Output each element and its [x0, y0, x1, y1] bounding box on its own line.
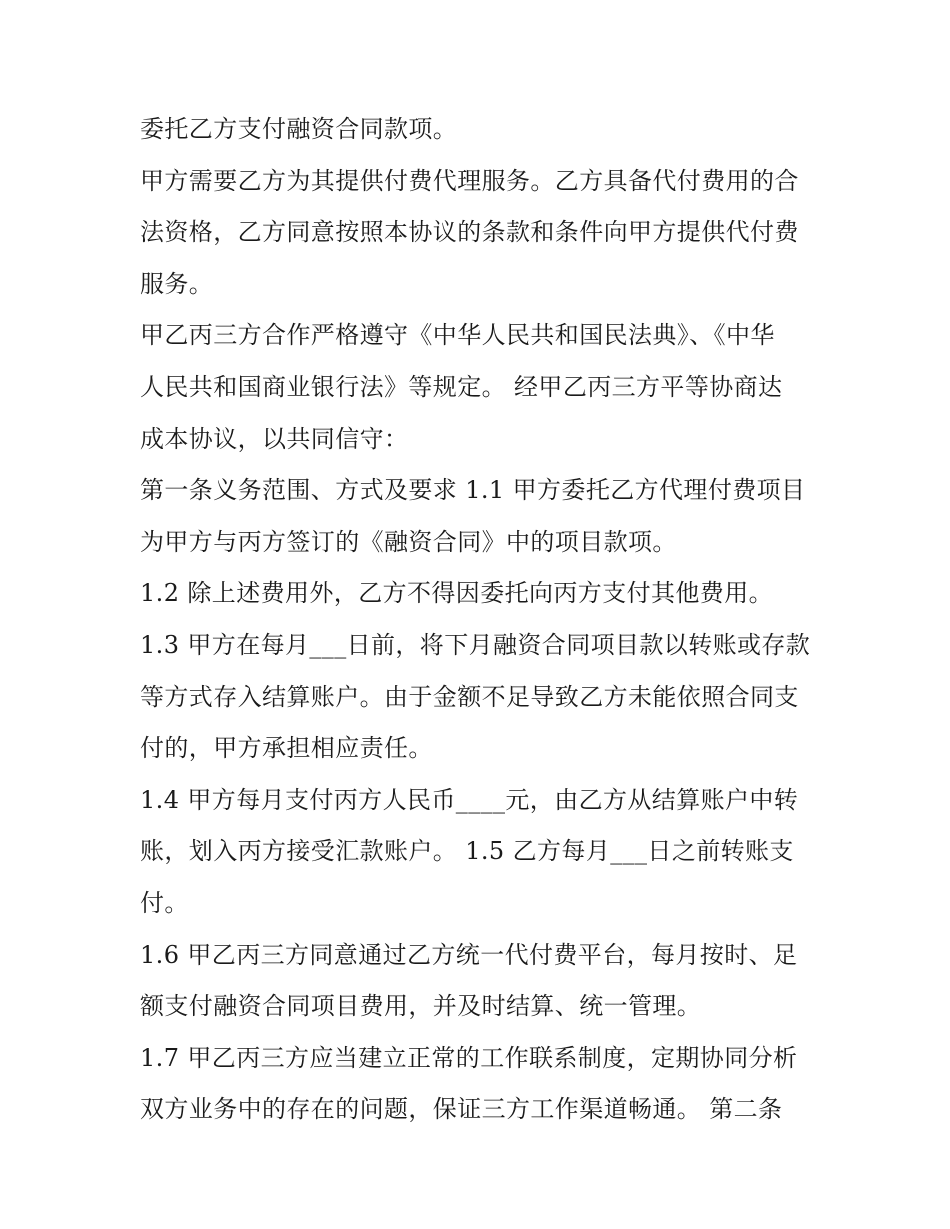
text-line: 1.3 甲方在每月___日前，将下月融资合同项目款以转账或存款	[140, 630, 811, 659]
document-body	[140, 104, 820, 1136]
text-line: 服务。	[140, 269, 214, 298]
text-line: 为甲方与丙方签订的《融资合同》中的项目款项。	[140, 527, 677, 556]
text-line: 账，划入丙方接受汇款账户。 1.5 乙方每月___日之前转账支	[140, 837, 794, 866]
text-line: 付。	[140, 888, 189, 917]
text-line: 成本协议，以共同信守：	[140, 424, 409, 453]
text-line: 法资格，乙方同意按照本协议的条款和条件向甲方提供代付费	[140, 218, 799, 247]
text-line: 等方式存入结算账户。由于金额不足导致乙方未能依照合同支	[140, 682, 799, 711]
text-line: 付的，甲方承担相应责任。	[140, 734, 433, 763]
text-line: 1.4 甲方每月支付丙方人民币____元，由乙方从结算账户中转	[140, 785, 799, 814]
text-line: 第一条义务范围、方式及要求 1.1 甲方委托乙方代理付费项目	[140, 476, 806, 505]
text-line: 1.7 甲乙丙三方应当建立正常的工作联系制度，定期协同分析	[140, 1043, 798, 1072]
text-line: 额支付融资合同项目费用，并及时结算、统一管理。	[140, 992, 702, 1021]
text-line: 1.2 除上述费用外，乙方不得因委托向丙方支付其他费用。	[140, 579, 773, 608]
text-line: 甲方需要乙方为其提供付费代理服务。乙方具备代付费用的合	[140, 166, 799, 195]
text-line: 甲乙丙三方合作严格遵守《中华人民共和国民法典》、《中华	[140, 321, 775, 350]
text-line: 委托乙方支付融资合同款项。	[140, 115, 458, 143]
text-line: 1.6 甲乙丙三方同意通过乙方统一代付费平台，每月按时、足	[140, 940, 798, 969]
text-line: 双方业务中的存在的问题，保证三方工作渠道畅通。 第二条	[140, 1095, 783, 1124]
text-line: 人民共和国商业银行法》等规定。 经甲乙丙三方平等协商达	[140, 372, 783, 401]
